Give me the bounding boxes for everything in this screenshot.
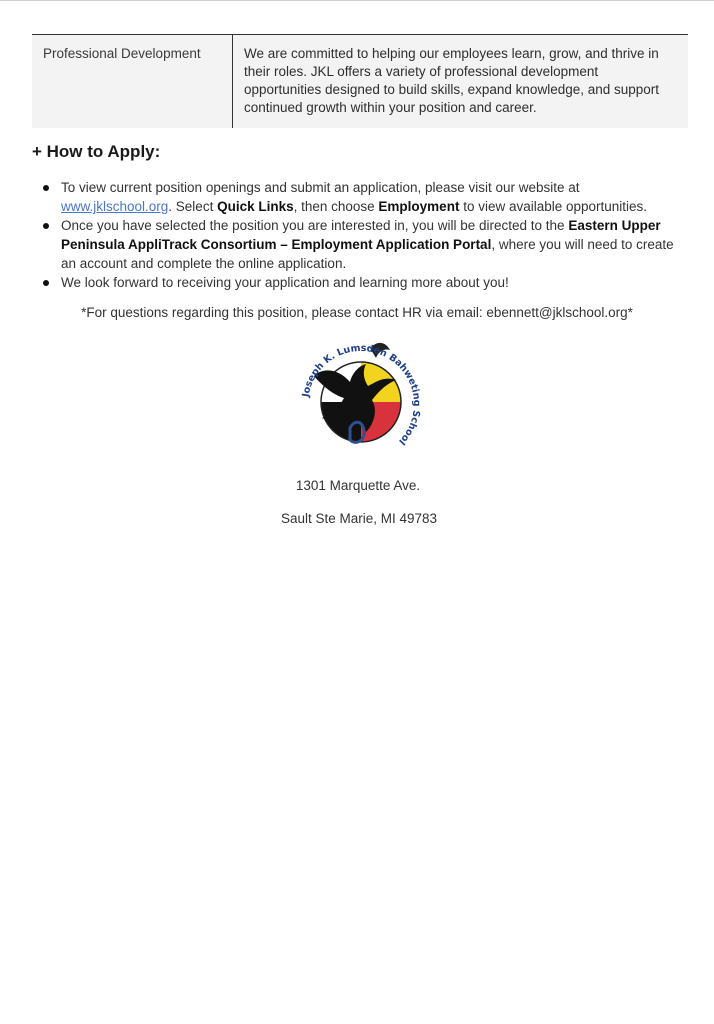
benefit-label: Professional Development xyxy=(32,35,233,128)
page-top-rule xyxy=(0,0,714,1)
bullet-icon xyxy=(43,280,49,286)
quick-links-label: Quick Links xyxy=(217,199,294,214)
contact-note: *For questions regarding this position, please contact HR via email: ebennett@jklschool.org* xyxy=(81,305,633,320)
step-text: to view available opportunities. xyxy=(459,199,648,214)
portal-name: Eastern Upper Peninsula AppliTrack Consortium – Employment Application Portal xyxy=(61,218,661,252)
step-text: We look forward to receiving your application and learning more about you! xyxy=(61,275,509,290)
employment-label: Employment xyxy=(378,199,460,214)
apply-steps-list xyxy=(32,178,682,292)
step-text: Once you have selected the position you are interested in, you will be directed to the xyxy=(61,218,569,233)
website-link[interactable]: www.jklschool.org xyxy=(61,199,169,214)
bullet-icon xyxy=(43,223,49,229)
school-logo xyxy=(300,336,422,466)
list-item xyxy=(32,216,682,273)
step-text: To view current position openings and submit an application, please visit our website at xyxy=(61,180,580,195)
address-city: Sault Ste Marie, MI 49783 xyxy=(280,511,438,526)
list-item xyxy=(32,178,682,216)
svg-text:Joseph K. Lumsden Bahweting Sc: Joseph K. Lumsden Bahweting School xyxy=(300,342,422,447)
how-to-apply-heading: + How to Apply: xyxy=(32,142,161,161)
benefit-description: We are committed to helping our employees learn, grow, and thrive in their roles. JKL offers a variety of professional development opportunities designed to build skills, expand knowledge, and support continued growth within your position and career. xyxy=(244,46,660,115)
bullet-icon xyxy=(43,185,49,191)
benefits-table-row xyxy=(32,34,688,128)
step-text: , then choose xyxy=(293,199,379,214)
list-item xyxy=(32,273,682,292)
step-text: , where you will need to create an account and complete the online application. xyxy=(61,237,674,271)
step-text: . Select xyxy=(168,199,218,214)
address-street: 1301 Marquette Ave. xyxy=(295,478,421,493)
